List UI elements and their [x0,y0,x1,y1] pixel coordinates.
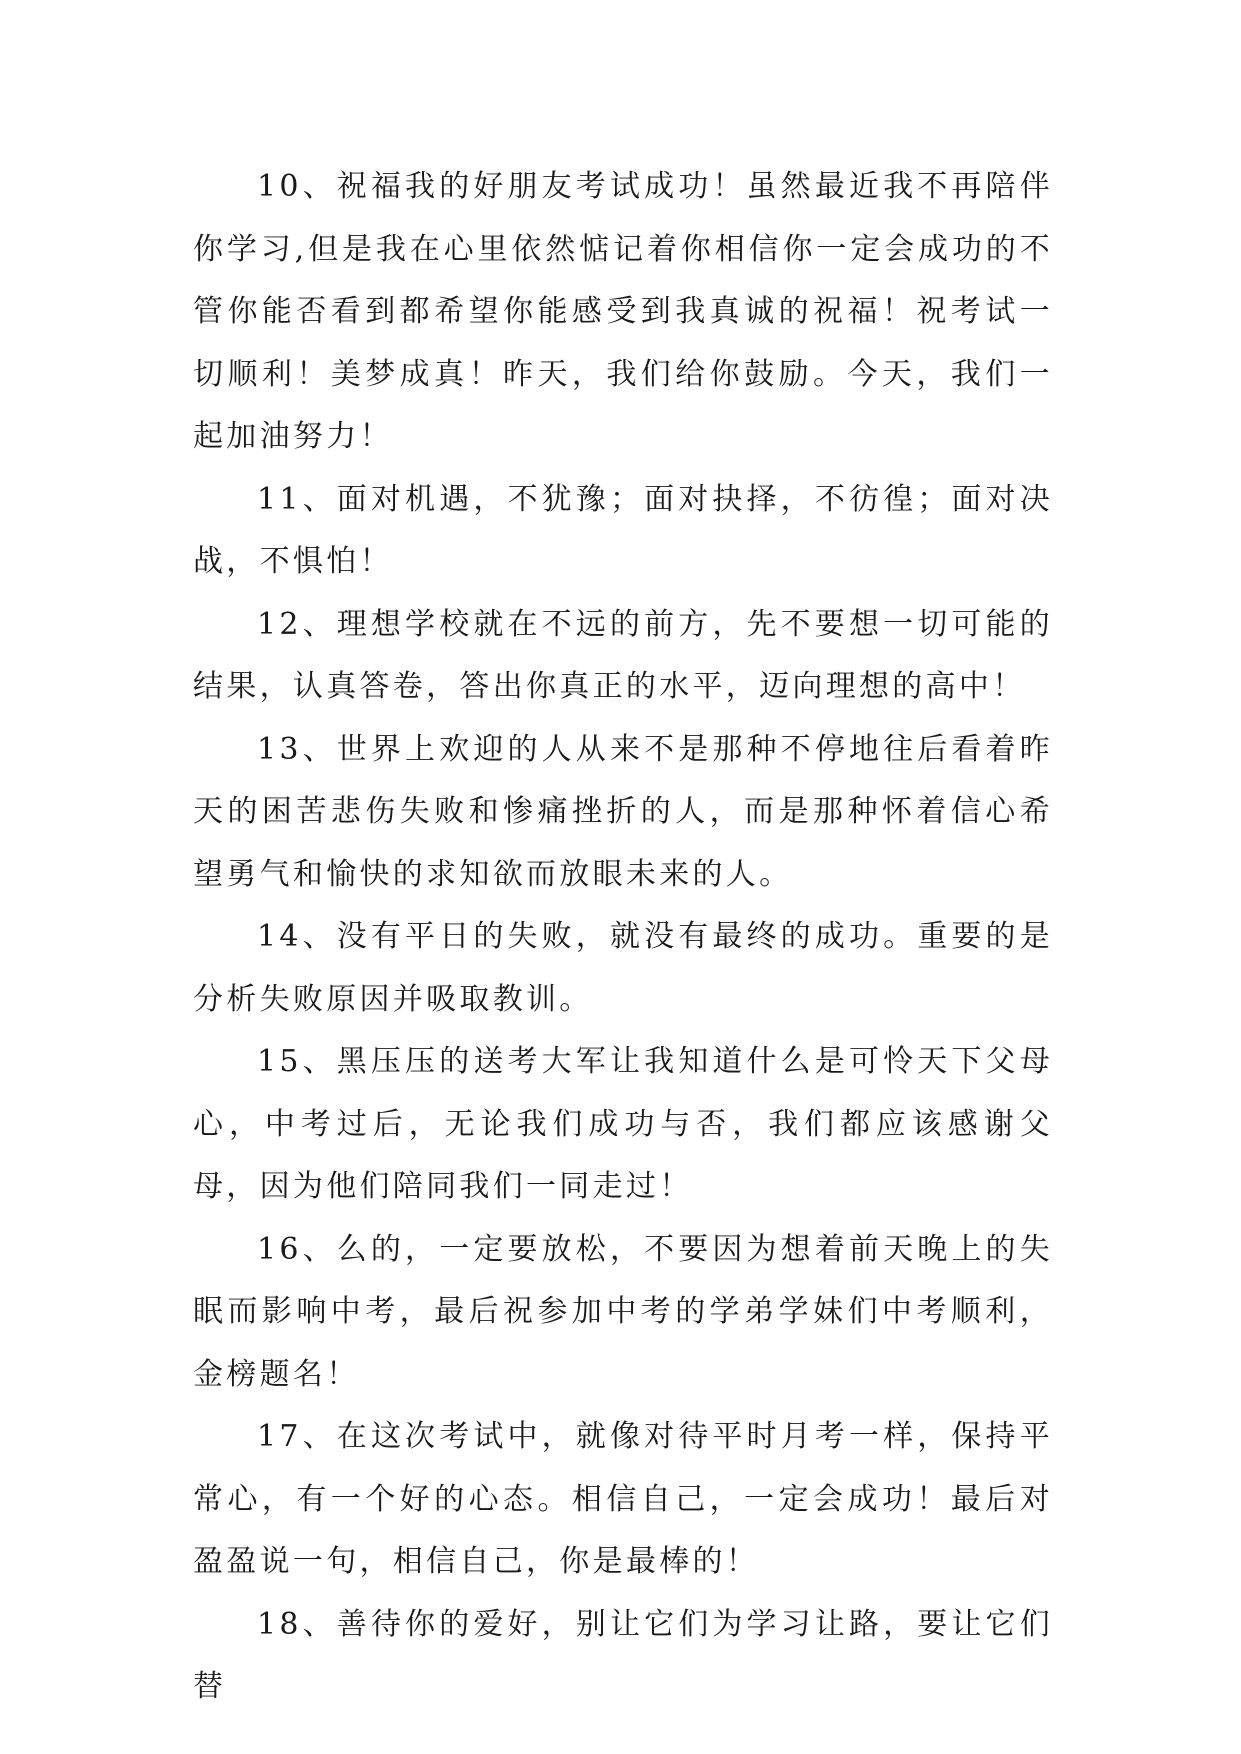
paragraph-14: 14、没有平日的失败，就没有最终的成功。重要的是分析失败原因并吸取教训。 [193,919,1053,1017]
paragraph-13: 13、世界上欢迎的人从来不是那种不停地往后看着昨天的困苦悲伤失败和惨痛挫折的人，而是那种怀着信心希望勇气和愉快的求知欲而放眼未来的人。 [193,731,1053,892]
paragraph-15: 15、黑压压的送考大军让我知道什么是可怜天下父母心，中考过后，无论我们成功与否，我们都应该感谢父母，因为他们陪同我们一同走过！ [193,1044,1053,1204]
paragraph-16: 16、么的，一定要放松，不要因为想着前天晚上的失眠而影响中考，最后祝参加中考的学弟学妹们中考顺利，金榜题名！ [193,1231,1053,1392]
paragraph-10: 10、祝福我的好朋友考试成功！虽然最近我不再陪伴你学习,但是我在心里依然惦记着你相信你一定会成功的不管你能否看到都希望你能感受到我真诚的祝福！祝考试一切顺利！美梦成真！昨天，我们给你鼓励。今天，我们一起加油努力！ [193,169,1053,454]
paragraph-11: 11、面对机遇，不犹豫；面对抉择，不彷徨；面对决战，不惧怕！ [193,481,1053,579]
paragraph-12: 12、理想学校就在不远的前方，先不要想一切可能的结果，认真答卷，答出你真正的水平，迈向理想的高中！ [193,606,1053,704]
paragraph-17: 17、在这次考试中，就像对待平时月考一样，保持平常心，有一个好的心态。相信自己，一定会成功！最后对盈盈说一句，相信自己，你是最棒的！ [193,1419,1053,1579]
document-body [193,156,1053,1719]
paragraph-18: 18、善待你的爱好，别让它们为学习让路，要让它们替 [193,1606,1053,1704]
